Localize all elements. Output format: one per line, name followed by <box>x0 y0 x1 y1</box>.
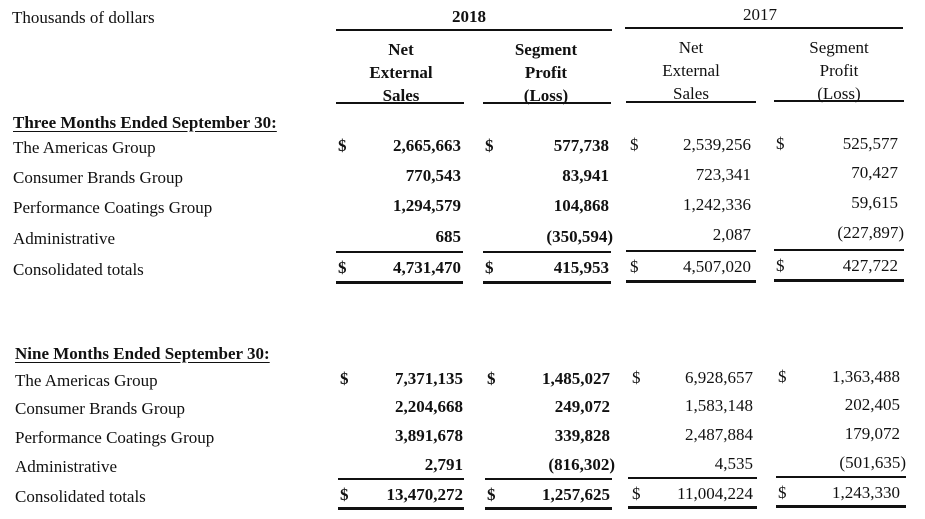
cell-value: 1,294,579 <box>393 196 461 215</box>
cell-value: 1,363,488 <box>832 367 900 386</box>
col-header-rule <box>336 102 464 104</box>
dollar-sign: $ <box>485 258 494 277</box>
row-label: Consumer Brands Group <box>15 399 185 418</box>
cell-value: 2,204,668 <box>395 397 463 416</box>
cell-value: (227,897) <box>837 223 904 242</box>
total-double-rule <box>336 281 463 284</box>
dollar-sign: $ <box>340 369 349 388</box>
subtotal-rule <box>774 249 904 251</box>
dollar-sign: $ <box>778 483 787 502</box>
total-double-rule <box>483 281 611 284</box>
cell-value: 59,615 <box>851 193 898 212</box>
units-label: Thousands of dollars <box>12 8 155 27</box>
cell-value: (501,635) <box>839 453 906 472</box>
total-double-rule <box>774 279 904 282</box>
dollar-sign: $ <box>340 485 349 504</box>
cell-value: 70,427 <box>851 163 898 182</box>
cell-value: (350,594) <box>546 227 613 246</box>
col-header-2018-profit: Segment Profit (Loss) <box>514 40 578 105</box>
cell-value-total: 13,470,272 <box>386 485 463 504</box>
dollar-sign: $ <box>630 257 639 276</box>
col-header-rule <box>626 101 756 103</box>
cell-value: 179,072 <box>844 424 900 443</box>
cell-value: 2,487,884 <box>685 425 753 444</box>
cell-value: 249,072 <box>554 397 610 416</box>
year-2018-rule <box>336 29 612 31</box>
row-label-total: Consolidated totals <box>15 487 146 506</box>
cell-value: 3,891,678 <box>395 426 463 445</box>
cell-value: 685 <box>435 227 461 246</box>
subtotal-rule <box>483 251 611 253</box>
dollar-sign: $ <box>485 136 494 155</box>
col-header-2017-profit: Segment Profit (Loss) <box>809 38 869 103</box>
row-label-total: Consolidated totals <box>13 260 144 279</box>
dollar-sign: $ <box>338 136 347 155</box>
cell-value: 83,941 <box>562 166 609 185</box>
cell-value: 1,485,027 <box>542 369 610 388</box>
total-double-rule <box>338 507 464 510</box>
year-2017-rule <box>625 27 903 29</box>
dollar-sign: $ <box>487 369 496 388</box>
total-double-rule <box>626 280 756 283</box>
dollar-sign: $ <box>630 135 639 154</box>
dollar-sign: $ <box>338 258 347 277</box>
cell-value: 202,405 <box>844 395 900 414</box>
cell-value: 723,341 <box>695 165 751 184</box>
dollar-sign: $ <box>487 485 496 504</box>
dollar-sign: $ <box>778 367 787 386</box>
subtotal-rule <box>626 250 756 252</box>
cell-value: 770,543 <box>405 166 461 185</box>
subtotal-rule <box>338 478 464 480</box>
total-double-rule <box>485 507 612 510</box>
cell-value-total: 4,507,020 <box>683 257 751 276</box>
dollar-sign: $ <box>776 134 785 153</box>
cell-value: 2,087 <box>712 225 751 244</box>
cell-value: 4,535 <box>714 454 753 473</box>
cell-value-total: 1,257,625 <box>542 485 610 504</box>
dollar-sign: $ <box>632 484 641 503</box>
cell-value: (816,302) <box>548 455 615 474</box>
cell-value: 6,928,657 <box>685 368 753 387</box>
cell-value-total: 1,243,330 <box>832 483 900 502</box>
cell-value: 7,371,135 <box>395 369 463 388</box>
subtotal-rule <box>485 478 612 480</box>
col-header-2018-sales: Net External Sales <box>369 40 433 105</box>
section-title-three-months: Three Months Ended September 30: <box>13 113 277 132</box>
subtotal-rule <box>628 477 757 479</box>
cell-value: 104,868 <box>553 196 609 215</box>
total-double-rule <box>776 505 906 508</box>
cell-value-total: 11,004,224 <box>677 484 753 503</box>
row-label: Performance Coatings Group <box>15 428 215 447</box>
col-header-2017-sales: Net External Sales <box>662 38 720 103</box>
cell-value: 525,577 <box>842 134 898 153</box>
row-label: The Americas Group <box>15 371 158 390</box>
section-title-nine-months: Nine Months Ended September 30: <box>15 344 270 363</box>
subtotal-rule <box>336 251 463 253</box>
total-double-rule <box>628 506 757 509</box>
cell-value-total: 415,953 <box>553 258 609 277</box>
row-label: Consumer Brands Group <box>13 168 183 187</box>
cell-value: 1,583,148 <box>685 396 753 415</box>
dollar-sign: $ <box>632 368 641 387</box>
cell-value: 577,738 <box>553 136 609 155</box>
cell-value: 2,791 <box>424 455 463 474</box>
year-2017: 2017 <box>743 5 777 24</box>
year-2018: 2018 <box>452 7 486 26</box>
dollar-sign: $ <box>776 256 785 275</box>
row-label: Administrative <box>15 457 117 476</box>
row-label: Administrative <box>13 229 115 248</box>
subtotal-rule <box>776 476 906 478</box>
cell-value-total: 4,731,470 <box>393 258 461 277</box>
cell-value: 339,828 <box>554 426 610 445</box>
cell-value: 2,665,663 <box>393 136 461 155</box>
col-header-rule <box>774 100 904 102</box>
cell-value: 2,539,256 <box>683 135 751 154</box>
cell-value: 1,242,336 <box>683 195 751 214</box>
col-header-rule <box>483 102 611 104</box>
cell-value-total: 427,722 <box>842 256 898 275</box>
row-label: The Americas Group <box>13 138 156 157</box>
row-label: Performance Coatings Group <box>13 198 213 217</box>
